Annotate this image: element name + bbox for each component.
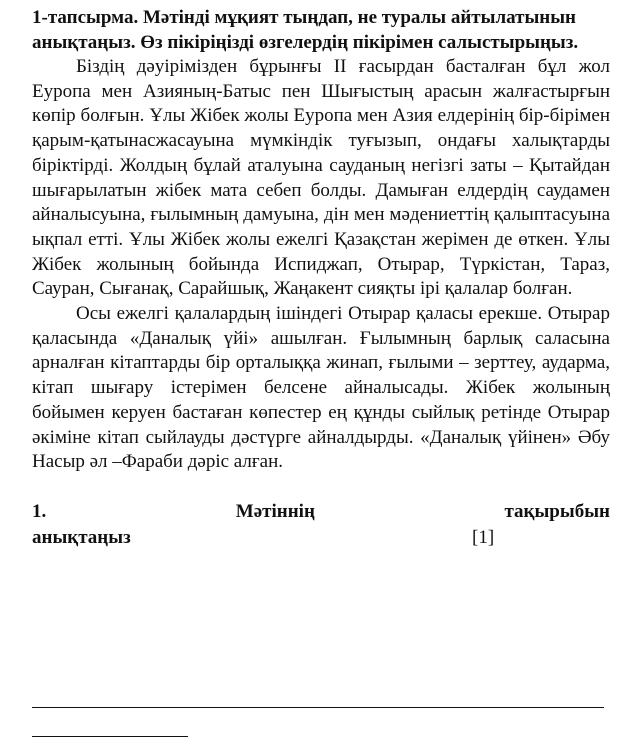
- question-1-line-2: [32, 525, 610, 551]
- question-marks: [1]: [472, 526, 495, 548]
- text-paragraph-2: Осы ежелгі қалалардың ішіндегі Отырар қаласы ерекше. Отырар қаласында «Даналық үйі» ашылған. Ғылымның барлық саласына арналған кітаптарды бір орталыққа жинап, ғылыми – зерттеу, аударма, кітап шығару істерімен белсене айналысады. Жібек жолының бойымен керуен бастаған көпестер ең құнды сыйлық ретінде Отырар әкіміне кітап сыйлауды дәстүрге айналдырды. «Даналық үйінен» Әбу Насыр әл –Фараби дәріс алған.: [32, 303, 610, 473]
- answer-line-1[interactable]: [32, 707, 604, 708]
- question-word-2: тақырыбын: [504, 500, 610, 522]
- question-word-1: Мәтіннің: [235, 500, 315, 522]
- text-paragraph-1: Біздің дәуірімізден бұрынғы ІІ ғасырдан басталған бұл жол Еуропа мен Азияның-Батыс пен Шығыстың арасын жалғастырғын көпір болғын. Ұлы Жібек жолы Еуропа мен Азия елдерінің бір-бірімен қарым-қатынасжасауына мүмкіндік туғызып, ондағы халықтарды біріктірді. Жолдың бұлай аталуына сауданың негізгі заты – Қытайдан шығарылатын жібек мата себеп болды. Дамыған елдердің саудамен айналысуына, ғылымның дамуына, дін мен мәдениеттің қалыптасуына ықпал етті. Ұлы Жібек жолы ежелгі Қазақстан жерімен де өткен. Ұлы Жібек жолының бойында Испиджап, Отырар, Түркістан, Тараз, Сауран, Сығанақ, Сарайшық, Жаңакент сияқты ірі қалалар болған.: [32, 56, 610, 300]
- question-1: [32, 499, 610, 551]
- answer-line-2[interactable]: [32, 736, 188, 737]
- reading-text: [32, 55, 610, 475]
- worksheet-page: [32, 6, 610, 551]
- question-1-line: [32, 499, 610, 525]
- task-header: 1-тапсырма. Мәтінді мұқият тыңдап, не туралы айтылатынын анықтаңыз. Өз пікіріңізді өзгелердің пікірімен салыстырыңыз.: [32, 7, 579, 53]
- question-word-3: анықтаңыз: [32, 526, 131, 548]
- question-number: 1.: [32, 500, 47, 522]
